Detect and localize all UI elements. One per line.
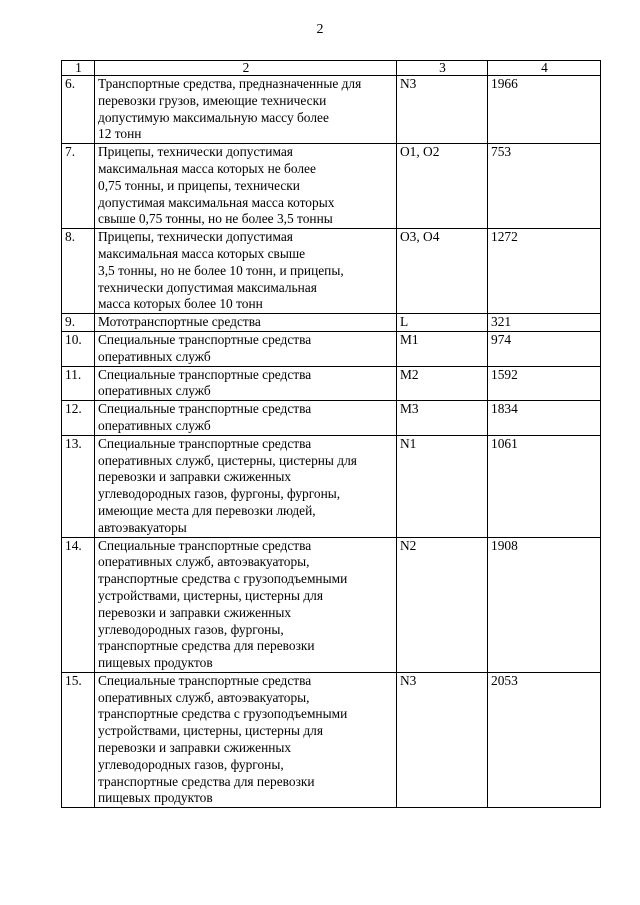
row-number: 6. [62, 76, 95, 144]
table-row [62, 401, 601, 436]
table-row [62, 435, 601, 537]
vehicle-category: N3 [397, 672, 488, 807]
row-number: 15. [62, 672, 95, 807]
table-row [62, 672, 601, 807]
vehicle-description: Специальные транспортные средства оперативных служб, цистерны, цистерны для перевозки и заправки сжиженных углеводородных газов, фургоны, фургоны, имеющие места для перевозки людей, автоэвакуаторы [95, 435, 397, 537]
row-value: 1966 [488, 76, 601, 144]
vehicle-category: О3, О4 [397, 229, 488, 314]
row-number: 9. [62, 314, 95, 332]
vehicle-category: N2 [397, 537, 488, 672]
row-value: 974 [488, 331, 601, 366]
page-number: 2 [316, 22, 324, 37]
vehicle-description: Специальные транспортные средства оперативных служб [95, 401, 397, 436]
row-value: 1061 [488, 435, 601, 537]
row-number: 7. [62, 144, 95, 229]
table-row [62, 331, 601, 366]
vehicle-category: О1, О2 [397, 144, 488, 229]
table-row [62, 537, 601, 672]
row-value: 1834 [488, 401, 601, 436]
table-row [62, 366, 601, 401]
vehicle-category: М3 [397, 401, 488, 436]
table-header-row [62, 61, 601, 76]
row-number: 12. [62, 401, 95, 436]
vehicle-description: Прицепы, технически допустимая максимальная масса которых свыше 3,5 тонны, но не более 10 тонн, и прицепы, технически допустимая максимальная масса которых более 10 тонн [95, 229, 397, 314]
vehicle-description: Специальные транспортные средства оперативных служб, автоэвакуаторы, транспортные средства с грузоподъемными устройствами, цистерны, цистерны для перевозки и заправки сжиженных углеводородных газов, фургоны, транспортные средства для перевозки пищевых продуктов [95, 537, 397, 672]
row-value: 1592 [488, 366, 601, 401]
vehicle-category: L [397, 314, 488, 332]
row-value: 321 [488, 314, 601, 332]
vehicle-description: Специальные транспортные средства оперативных служб, автоэвакуаторы, транспортные средства с грузоподъемными устройствами, цистерны, цистерны для перевозки и заправки сжиженных углеводородных газов, фургоны, транспортные средства для перевозки пищевых продуктов [95, 672, 397, 807]
vehicle-description: Прицепы, технически допустимая максимальная масса которых не более 0,75 тонны, и прицепы, технически допустимая максимальная масса которых свыше 0,75 тонны, но не более 3,5 тонны [95, 144, 397, 229]
column-header-4: 4 [488, 61, 601, 76]
row-value: 1908 [488, 537, 601, 672]
row-number: 13. [62, 435, 95, 537]
row-value: 753 [488, 144, 601, 229]
vehicle-description: Мототранспортные средства [95, 314, 397, 332]
row-number: 14. [62, 537, 95, 672]
table-row [62, 314, 601, 332]
row-value: 2053 [488, 672, 601, 807]
row-number: 10. [62, 331, 95, 366]
vehicle-description: Специальные транспортные средства оперативных служб [95, 331, 397, 366]
vehicle-category: М1 [397, 331, 488, 366]
vehicle-description: Специальные транспортные средства оперативных служб [95, 366, 397, 401]
table-row [62, 76, 601, 144]
row-number: 8. [62, 229, 95, 314]
vehicle-category: N3 [397, 76, 488, 144]
column-header-2: 2 [95, 61, 397, 76]
table-row [62, 229, 601, 314]
vehicle-category-table [61, 60, 601, 808]
column-header-3: 3 [397, 61, 488, 76]
vehicle-description: Транспортные средства, предназначенные для перевозки грузов, имеющие технически допустимую максимальную массу более 12 тонн [95, 76, 397, 144]
row-number: 11. [62, 366, 95, 401]
row-value: 1272 [488, 229, 601, 314]
table-row [62, 144, 601, 229]
vehicle-category: М2 [397, 366, 488, 401]
vehicle-category: N1 [397, 435, 488, 537]
column-header-1: 1 [62, 61, 95, 76]
